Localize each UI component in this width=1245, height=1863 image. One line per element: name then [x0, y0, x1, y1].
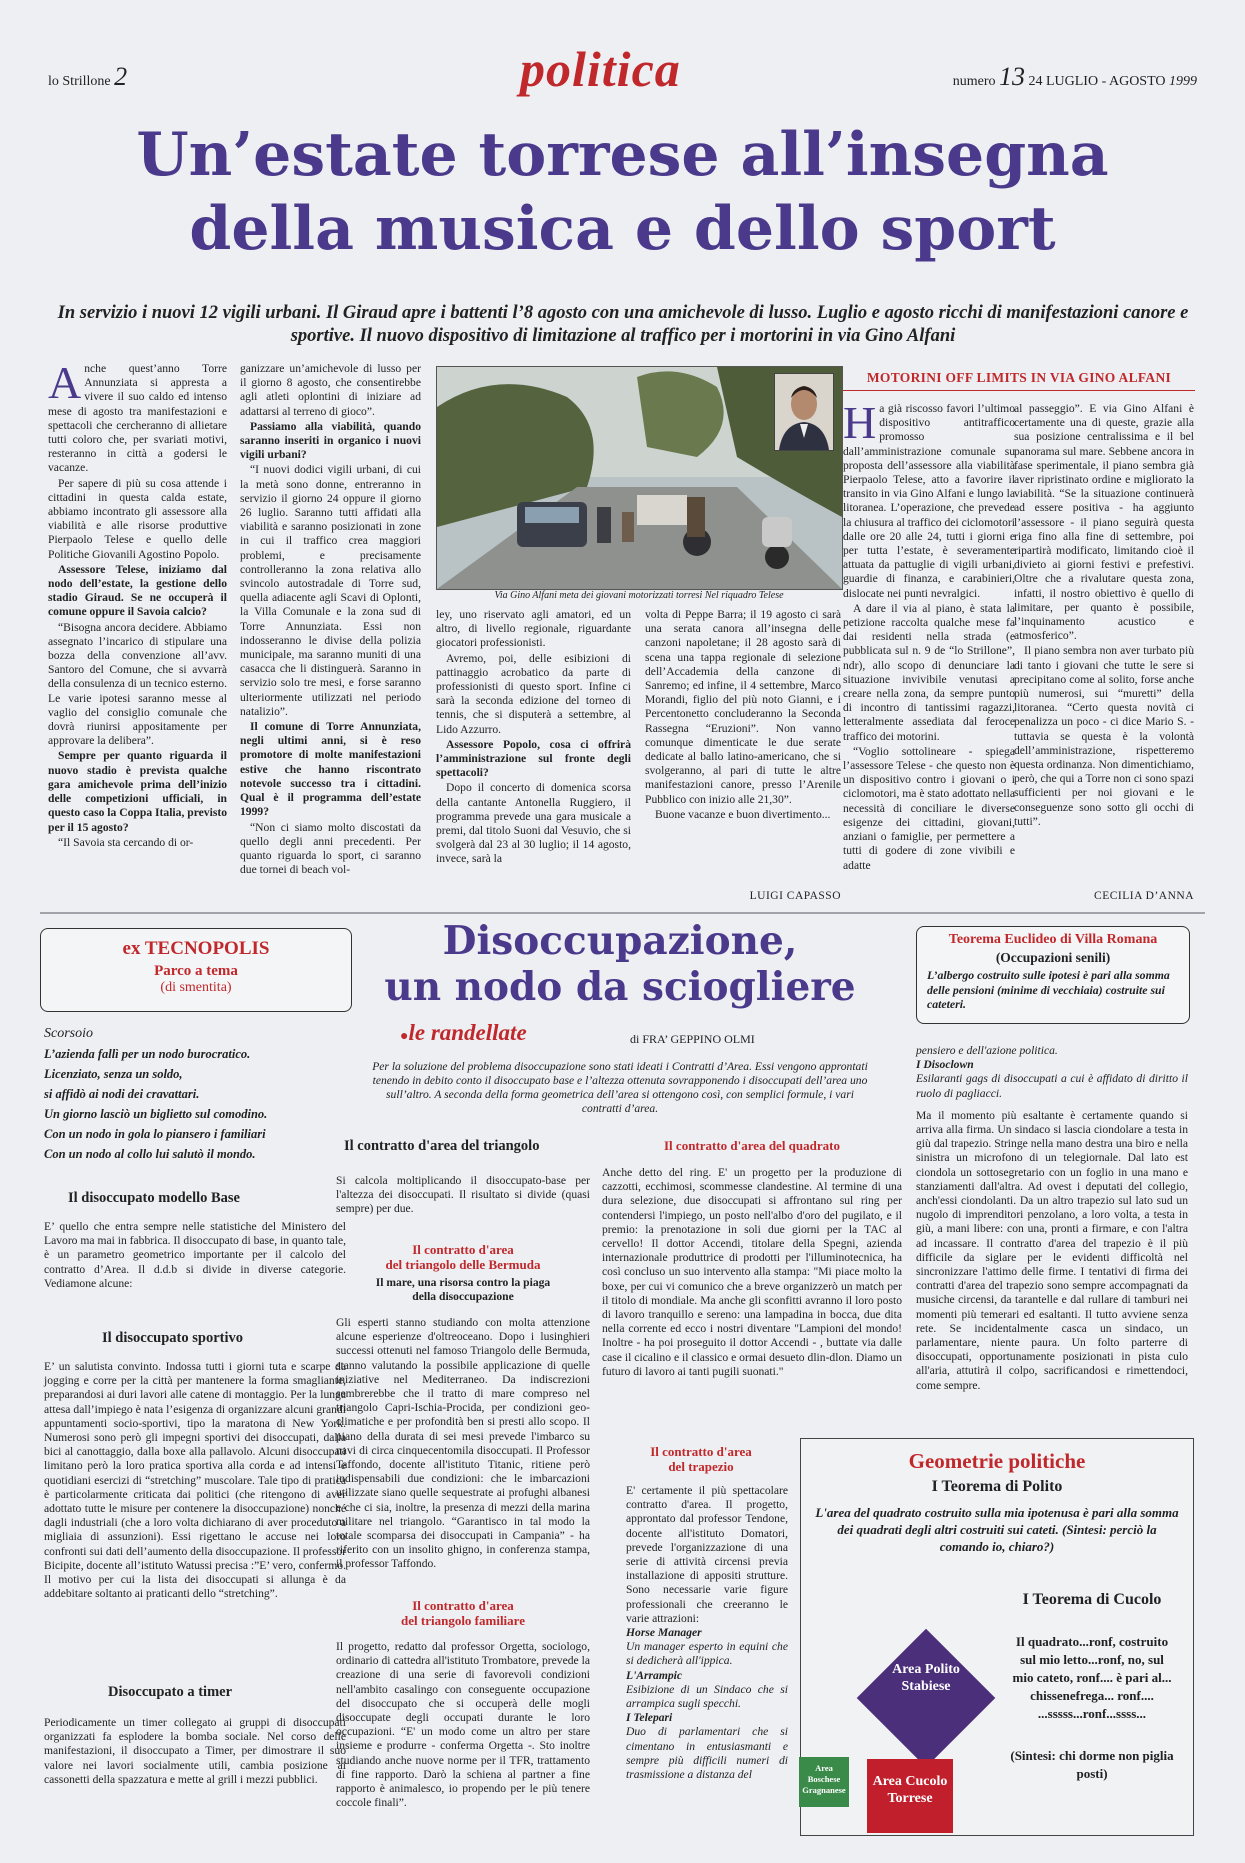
col4-paragraph: volta di Peppe Barra; il 19 agosto ci sarà una serata canora all’insegna delle canzoni napoletane; il 28 agosto sarà di scena una tappa regionale di selezione dell’Accademia della canzone di Sanremo; ed infine, il 4 settembre, Marco Morandi, figlio del più noto Gianni, e i Percentonetto concluderanno la Seconda Rassegna “Eruzioni”. Non vanno comunque dimenticate le due serate dedicate al ballo latino-americano, che si svolgeranno, al pari di tutte le altre manifestazioni canore, presso l’Arenile Pubblico con inizio alle 21,30”.	[645, 608, 841, 806]
masthead-left	[48, 62, 127, 92]
col1-paragraph: Sempre per quanto riguarda il nuovo stadio è prevista qualche gara amichevole prima dell’inizio delle competizioni ufficiali, in questo caso la Coppa Italia, previsto per il 15 agosto?	[48, 749, 227, 834]
top-article-col4	[645, 608, 841, 823]
poem-line: Con un nodo al collo lui salutò il mondo.	[44, 1147, 256, 1161]
issue-number: 13	[998, 62, 1025, 91]
bottom-headline-line2: un nodo da sciogliere	[384, 964, 856, 1010]
section-divider	[40, 912, 1205, 914]
familiare-text: Il progetto, redatto dal professor Orgetta, sociologo, ordinario di cattedra all'istituto Trombatore, prevede la creazione di una serie di favorevoli condizioni nell'ambito casalingo con conseguente occupazione del disoccupato che si occuperà delle mogli disoccupate degli occupati durante le loro occupazioni. “E' un modo come un altro per stare insieme e produrre - conferma Orgetta -. Sto inoltre studiando anche nuove norme per il TFR, trattamento di fine rapporto. Darò la schiena al partner a fine rapporto è animalesco, io propendo per le più tenere coccole finali”.	[336, 1640, 590, 1810]
sport-text: E’ un salutista convinto. Indossa tutti i giorni tuta e scarpe da jogging e corre per la città per mantenere la forma smagliante, preparandosi ai duri lavori alle catene di montaggio. Per la lunga attesa dall’impiego è nata l’esigenza di organizzare alcuni grandi appuntamenti socio-sportivi, tipo la maratona di New York. Numerosi sono però gli impegni sportivi dei disoccupati, dalla bici al canottaggio, dalla boxe alla pallavolo. Alcuni disoccupati limitano però la loro pratica sportiva alla corda e ad intensi e quotidiani esercizi di “stretching” muscolare. Tale tipo di pratica è particolarmente criticata dai politici (che ritengono di aver adottato tutte le misure per contenere la disoccupazione) nonché dagli industriali (che a loro volta dichiarano di aver proceduto a migliaia di assunzioni). Essi rigettano le accuse nei loro confronti sui dati dell’aumento della disoccupazione. Il professor Bicipite, docente all’istituto Watussi precisa :”E’ vero, confermo. Il motivo per cui la lista dei disoccupati si allunga è da addebitare soltanto ai praticanti dello “stretching”.	[44, 1360, 346, 1601]
page-number: 2	[114, 62, 128, 91]
main-subtitle: In servizio i nuovi 12 vigili urbani. Il Giraud apre i battenti l’8 agosto con una amichevole di lusso. Luglio e agosto ricchi di manifestazioni canore e sportive. Il nuovo dispositivo di limitazione al traffico per i mortorini in via Gino Alfani	[57, 303, 1189, 346]
col2-paragraph: “Non ci siamo molto discostati da quello degli anni precedenti. Per quanto riguarda lo sport, ci saranno due tornei di beach vol-	[240, 820, 421, 877]
sport-title: Il disoccupato sportivo	[102, 1330, 243, 1346]
trapezio-title-line2: del trapezio	[668, 1459, 734, 1474]
tecnopolis-sub: Parco a tema	[154, 963, 238, 979]
poem-title: Scorsoio	[44, 1026, 93, 1041]
main-headline-line2: della musica e dello sport	[189, 194, 1056, 264]
col3-paragraph: Assessore Popolo, cosa ci offrirà l’amministrazione sul fronte degli spettacoli?	[436, 737, 631, 780]
geometrie-box	[800, 1438, 1194, 1836]
familiare-title-line2: del triangolo familiare	[401, 1613, 525, 1628]
tecnopolis-title: ex TECNOPOLIS	[122, 938, 270, 959]
tecnopolis-box	[40, 928, 352, 1012]
trapezio-title-line1: Il contratto d'area	[650, 1444, 752, 1459]
square-cucolo-label: Area Cucolo Torrese	[872, 1774, 948, 1806]
poem-line: si affidò ai nodi dei cravattari.	[44, 1087, 200, 1101]
issue-date: 24 LUGLIO - AGOSTO	[1028, 74, 1166, 89]
poem-line: Un giorno lasciò un biglietto sul comodino.	[44, 1107, 268, 1121]
col2-text	[240, 362, 421, 877]
col2-paragraph: “I nuovi dodici vigili urbani, di cui la metà sono donne, entreranno in servizio il giorno 24 oppure il giorno 26 luglio. Saranno tutti affidati alla viabilità e saranno posizionati in zone in cui il traffico crea maggiori problemi, e precisamente controlleranno la zona relativa allo svincolo autostradale di Torre sud, quella adiacente agli Scavi di Oplonti, la Villa Comunale e la zona sud di Torre Annunziata. Essi non indosseranno le divise della polizia municipale, ma saranno muniti di una casacca che li distinguerà. Saranno in servizio solo tre mesi, e forse saranno ulteriormente utilizzati nel periodo natalizio”.	[240, 463, 421, 718]
right-text: Ma il momento più esaltante è certamente quando si arriva alla firma. Un sindaco si lascia ciondolare a testa in giù dal trapezio. Stringe nella mano destra una biro e nella sinistra un microfono di un telegiornale. Dal lato est ciondola un sottosegretario con un foglio in una mano e stanziamenti dall'altra. Ad ovest i deputati del collegio, anch'essi ciondolanti. Da un altro trapezio sul lato sud un nugolo di imprenditori penzolano, a loro volta, a testa in giù, a mani libere: con una, pronti a firmare, e con l'altra ad incassare. Il contratto d'area del trapezio è il più difficile da siglare per le evidenti difficoltà nel sincronizzare l'attimo delle firme. I tentativi di firma dei contratti d'area del trapezio sono sempre accompagnati da musiche circensi, da tarantelle e dal rullare di tamburi nei momenti più temerari ed esaltanti. Il tutto avviene senza rete. Se incidentalmente casca un sindaco, un parlamentare, niente paura. Un folto parterre di disoccupati, opportunamente posizionati in pista culo all'aria, attutirà il colpo, sacrificandosi e rimettendoci, come sempre.	[916, 1108, 1188, 1392]
col3-paragraph: Dopo il concerto di domenica scorsa della cantante Antonella Ruggiero, il programma prevede una gara musicale a premi, dal titolo Suoni dal Vesuvio, che si svolgerà dal 23 al 30 luglio; il 14 agosto, invece, sarà la	[436, 781, 631, 866]
col1-text	[48, 357, 227, 850]
main-headline-line1: Un’estate torrese all’insegna	[136, 120, 1109, 190]
teorema-text: L’albergo costruito sulle ipotesi è pari alla somma delle pensioni (minime di vecchiaia) costruite sui cateteri.	[927, 968, 1170, 1011]
inset-portrait-telese	[774, 373, 834, 451]
col2-paragraph: ganizzare un’amichevole di lusso per il giorno 8 agosto, che consentirebbe agli atleti oplontini di iniziare ad adattarsi al terreno di gioco”.	[240, 362, 421, 418]
bermuda-text: Gli esperti stanno studiando con molta attenzione alcune esperienze d'oltreoceano. Dopo i lusinghieri successi ottenuti nel famoso Triangolo delle Bermuda, stanno valutando la possibile applicazione di quelle iniziative nel Mediterraneo. Da indiscrezioni sembrerebbe che il tratto di mare compreso nel triangolo Capri-Ischia-Procida, per condizioni geo-climatiche e per profondità ben si presti allo scopo. Il piano della durata di sei mesi prevede l'imbarco su navi di circa cinquecentomila disoccupati. Il Professor Taffondo, docente all'istituto Titanic, ritiene però indispensabili due condizioni: che le imbarcazioni utilizzate siano quelle sequestrate ai profughi albanesi e che ci sia, inoltre, la presenza di mezzi della marina militare nel triangolo. “Garantisco in tal modo la totale scomparsa dei disoccupati in Campania” - ha riferito con un insolito ghigno, in conferenza stampa, il professor Taffondo.	[336, 1316, 590, 1571]
col6-text	[1014, 402, 1194, 829]
author-capasso: LUIGI CAPASSO	[749, 890, 841, 902]
teorema-euclideo-box	[916, 926, 1190, 1024]
base-text: E’ quello che entra sempre nelle statistiche del Ministero del Lavoro ma mai in fabbrica. Il disoccupato di base, in quanto tale, è un parametro geometrico importante per il calcolo del contratto d’Area. Il d.d.b si divide in diverse categorie. Vediamone alcune:	[44, 1220, 346, 1290]
rubric-label	[400, 1020, 527, 1046]
trapezio-title	[602, 1444, 800, 1474]
top-article-col3	[436, 608, 631, 868]
bermuda-title-line1: Il contratto d'area	[412, 1242, 514, 1257]
col5-paragraph: A dare il via al piano, è stata la petizione raccolta qualche mese fa dai residenti nella strada (e pubblicata sul n. 9 de “lo Strillone”, ndr), allo scopo di denunciare la situazione invivibile venutasi a creare nella zona, da sempre punto di incontro di tantissimi ragazzi, letteralmente assediata dal feroce traffico dei motorini.	[843, 601, 1015, 743]
polito-title: I Teorema di Polito	[931, 1478, 1063, 1495]
paper-name: lo Strillone	[48, 74, 111, 89]
quadrato-title: Il contratto d'area del quadrato	[664, 1138, 840, 1153]
photo-caption: Via Gino Alfani meta dei giovani motorizzati torresi Nel riquadro Telese	[494, 590, 784, 601]
horse-title: Horse Manager	[626, 1626, 702, 1640]
teorema-title: Teorema Euclideo di Villa Romana	[948, 932, 1158, 947]
top-article-col2	[240, 362, 421, 878]
col1-paragraph: “Il Savoia sta cercando di or-	[58, 835, 194, 849]
street-photo	[436, 366, 843, 590]
drop-cap-h: H	[843, 397, 877, 448]
section-name: politica	[520, 41, 681, 97]
portrait-image	[775, 374, 833, 450]
col1-paragraph: Per sapere di più su cosa attende i cittadini in questa calda estate, abbiamo incontrato gli assessore alla viabilità e alle risorse produttive Pierpaolo Telese e quello delle Politiche Giovanili Agostino Popolo.	[48, 476, 227, 561]
side-article-heading: MOTORINI OFF LIMITS IN VIA GINO ALFANI	[866, 370, 1172, 385]
triangolo-title: Il contratto d'area del triangolo	[344, 1138, 540, 1154]
timer-title: Disoccupato a timer	[108, 1684, 233, 1700]
side-heading-rule	[843, 390, 1195, 391]
poem-line: L’azienda fallì per un nodo burocratico.	[44, 1047, 251, 1061]
bottom-intro: Per la soluzione del problema disoccupazione sono stati ideati i Contratti d’Area. Essi vengono approntati tenendo in debito conto il disoccupato base e l’altezza ottenuta sovrapponendo i disoccupati dell’area uno sull’altro. A seconda della forma geometrica dell’area si ottengono così, con semplici formule, i vari contratti d’area.	[372, 1060, 868, 1115]
poem-line: Con un nodo in gola lo piansero i familiari	[44, 1127, 266, 1141]
horse-desc: Un manager esperto in equini che si dedicherà all'ippica.	[626, 1640, 788, 1668]
bermuda-sub-line2: della disoccupazione	[412, 1289, 514, 1303]
triangolo-text: Si calcola moltiplicando il disoccupato-base per l'altezza dei disoccupati. Il risultato si divide (quasi sempre) per due.	[336, 1174, 590, 1216]
col4-text	[645, 608, 841, 822]
issue-year: 1999	[1169, 74, 1197, 89]
arrampic-desc: Esibizione di un Sindaco che si arrampica sugli specchi.	[626, 1682, 788, 1711]
square-polito-label: Area Polito Stabiese	[892, 1662, 960, 1694]
right-top-text: pensiero e dell'azione politica.	[916, 1044, 1058, 1057]
trapezio-text: E' certamente il più spettacolare contratto d'area. Il progetto, approntato dal professor Tendone, docente all'istituto Domatori, prevede l'organizzazione di una serie di attività circensi previa installazione di appositi strutture. Sono necessarie varie figure professionali che creeranno le varie attrazioni:	[626, 1484, 788, 1625]
issue-label: numero	[952, 74, 996, 89]
col5-paragraph: “Voglio sottolineare - spiega l’assessore Telese - che questo non è un dispositivo contro i giovani o i ciclomotori, ma è stato adottato nella necessità di conciliare le diverse esigenze dei cittadini, giovani, anziani o famiglie, per permettere a tutti di godere di zone vivibili e adatte	[843, 744, 1015, 872]
col1-paragraph: nche quest’anno Torre Annunziata si appresta a vivere il suo caldo ed intenso mese di agosto tra manifestazioni e spettacoli che cercheranno di allietare tutti coloro che, per svariati motivi, resteranno in città a godersi le vacanze.	[48, 362, 227, 475]
rubric-bullet-icon: ●	[400, 1029, 409, 1044]
col4-paragraph: Buone vacanze e buon divertimento...	[655, 807, 831, 821]
bermuda-sub-line1: Il mare, una risorsa contro la piaga	[375, 1276, 551, 1289]
bottom-headline-line1: Disoccupazione,	[442, 918, 798, 964]
drop-cap-a: A	[48, 357, 82, 408]
quadrato-text: Anche detto del ring. E' un progetto per la produzione di cazzotti, ecchimosi, scommesse clandestine. Al termine di una dura selezione, due disoccupati si affrontano sul ring per contendersi l'impiego, un posto nell'albo d'oro del pugilato, e il premio: la prenotazione in soli due giorni per la TAC al cervello! Il dottor Accendi, titolare della Spegni, azienda internazionale produttrice di prodotti per l'illuminotecnica, ha così concluso un suo intervento alla stampa: "Mi piace molto la boxe, per cui vi comunico che a breve organizzerò un match per il titolo di mondiale. Ma anche gli sconfitti avranno il loro posto di lavoro tranquillo e sereno: una lampadina in bocca, due dita nella corrente ed ecco i nostri diventare "Lampioni del mondo! Inoltre - ha poi proseguito il dottor Accendi - , buttate via dalle case il cicalino e il classico e ormai desueto dlin-dlon. Diamo un futuro di lavoro ai tanti pugili suonati."	[602, 1166, 902, 1378]
poem-lines	[44, 1044, 354, 1164]
telepari-title: I Telepari	[626, 1711, 673, 1725]
square-boschese-label: Area Boschese Gragnanese	[802, 1763, 846, 1795]
arrampic-title: L'Arrampic	[626, 1668, 683, 1682]
col3-paragraph: Avremo, poi, delle esibizioni di pattinaggio acrobatico da parte di professionisti di questo sport. Infine ci sarà la seconda edizione del torneo di tennis, che si disputerà a settembre, al Lido Azzurro.	[436, 651, 631, 736]
poem-line: Licenziato, senza un soldo,	[44, 1067, 183, 1081]
familiare-title-line1: Il contratto d'area	[412, 1598, 514, 1613]
top-article-col1	[48, 357, 227, 851]
col1-paragraph: “Bisogna ancora decidere. Abbiamo assegnato l’incarico di stipulare una bozza della convenzione all’avv. Santoro del Comune, che si avvarrà della consulenza di un tecnico esterno. Le varie ipotesi saranno messe al vaglio del consiglio comunale che dovrà riunirsi appositamente per approvare la delibera”.	[48, 620, 227, 748]
bermuda-sub	[336, 1276, 590, 1303]
geometrie-title: Geometrie politiche	[908, 1449, 1086, 1473]
right-col-top	[916, 1044, 1188, 1393]
side-article-col1	[843, 397, 1016, 874]
timer-text: Periodicamente un timer collegato ai gruppi di disoccupati organizzati fa esplodere la bomba sociale. Nel corso delle manifestazioni, il disoccupato a Timer, per dimostrare il suo valore nei lavori socialmente utili, cambia posizione ai cassonetti della spazzatura e mette al grill i mezzi pubblici.	[44, 1716, 346, 1786]
trapezio-text-block	[626, 1484, 788, 1782]
rubric-text: le randellate	[408, 1020, 527, 1045]
col5-text	[843, 397, 1016, 873]
base-title: Il disoccupato modello Base	[68, 1190, 240, 1206]
issue-info	[953, 62, 1197, 92]
main-headline	[0, 118, 1245, 266]
tecnopolis-note: (di smentita)	[160, 980, 232, 995]
col6-paragraph: Il piano sembra non aver turbato più di tanto i giovani che tutte le sere si precipitano come al solito, forse anche più numerosi, sui “muretti” della litoranea. “Certo questa novità ci penalizza un poco - ci dice Mario S. - tuttavia se questa è la volontà dell’amministrazione, rispetteremo questa ordinanza. Non dimentichiamo, però, che qui a Torre non ci sono spazi sufficienti per noi giovani e le conseguenze sono sotto gli occhi di tutti”.	[1014, 644, 1194, 828]
cucolo-text: Il quadrato...ronf, costruito sul mio letto...ronf, no, sul mio cateto, ronf.... è pari al... chissenefrega... ronf.... ...sssss...ronf...ssss...	[1012, 1634, 1172, 1721]
teorema-sub: (Occupazioni senili)	[995, 950, 1111, 965]
cucolo-title: I Teorema di Cucolo	[1022, 1591, 1162, 1608]
poem-scorsoio	[44, 1024, 354, 1164]
disoclown-title: I Disoclown	[916, 1058, 974, 1072]
bottom-headline	[360, 918, 880, 1010]
bermuda-title	[336, 1242, 590, 1272]
col2-paragraph: Passiamo alla viabilità, quando saranno inseriti in organico i nuovi vigili urbani?	[240, 419, 421, 462]
cucolo-sintesi: (Sintesi: chi dorme non piglia posti)	[1010, 1748, 1174, 1781]
side-article-col2	[1014, 402, 1194, 830]
col1-paragraph: Assessore Telese, iniziamo dal nodo dell’estate, la gestione dello stadio Giraud. Se ne occuperà il comune oppure il Savoia calcio?	[48, 562, 227, 619]
col5-paragraph: a già riscosso favori l’ultimo dispositivo antitraffico promosso dall’amministrazione comunale su proposta dell’assessore alla viabilità Pierpaolo Telese, atto a favorire il transito in via Gino Alfani e lungo la litoranea. L’operazione, che prevede la chiusura al traffico dei ciclomotori dalle ore 20 alle 24, tutti i giorni e per tutta l’estate, è severamente attuata da pattuglie di vigili urbani, guardie di finanza, e carabinieri, dislocate nei punti nevralgici.	[843, 402, 1016, 600]
col3-text	[436, 608, 631, 867]
bermuda-title-line2: del triangolo delle Bermuda	[385, 1257, 541, 1272]
familiare-title	[336, 1598, 590, 1628]
polito-text: L'area del quadrato costruito sulla mia ipotenusa è pari alla somma dei quadrati degli altri costruiti sui cateti. (Sintesi: perciò la comando io, chiaro?)	[815, 1505, 1179, 1554]
col6-paragraph: al passeggio”. E via Gino Alfani è certamente una di queste, grazie alla sua posizione centralissima e il bel panorama sul mare. Sebbene ancora in fase sperimentale, il piano sembra già aver ripristinato ordine e migliorato la viabilità. “Se la situazione continuerà ad essere positiva - ha aggiunto l’assessore - il piano seguirà questa riga fino alla fine di settembre, poi ripartirà modificato, limitando cioè il divieto ai giorni festivi e prefestivi. Oltre che a rivalutare questa zona, infatti, il nostro obiettivo è quello di limitare, per quanto è possibile, l’inquinamento acustico e atmosferico”.	[1014, 402, 1194, 643]
telepari-desc: Duo di parlamentari che si cimentano in entusiasmanti e sempre più difficili numeri di trasmissione a distanza del	[626, 1725, 788, 1782]
col2-paragraph: Il comune di Torre Annunziata, negli ultimi anni, si è reso promotore di molte manifestazioni estive che hanno riscontrato notevole successo tra i cittadini. Qual è il programma dell’estate 1999?	[240, 720, 421, 819]
col3-paragraph: ley, uno riservato agli amatori, ed un altro, di livello regionale, riguardante giocatori professionisti.	[436, 608, 631, 650]
author-danna: CECILIA D’ANNA	[1094, 890, 1194, 902]
disoclown-desc: Esilaranti gags di disoccupati a cui è affidato di diritto il ruolo di pagliacci.	[916, 1072, 1188, 1100]
square-cucolo	[867, 1739, 975, 1847]
bottom-byline: di FRA’ GEPPINO OLMI	[630, 1032, 755, 1046]
